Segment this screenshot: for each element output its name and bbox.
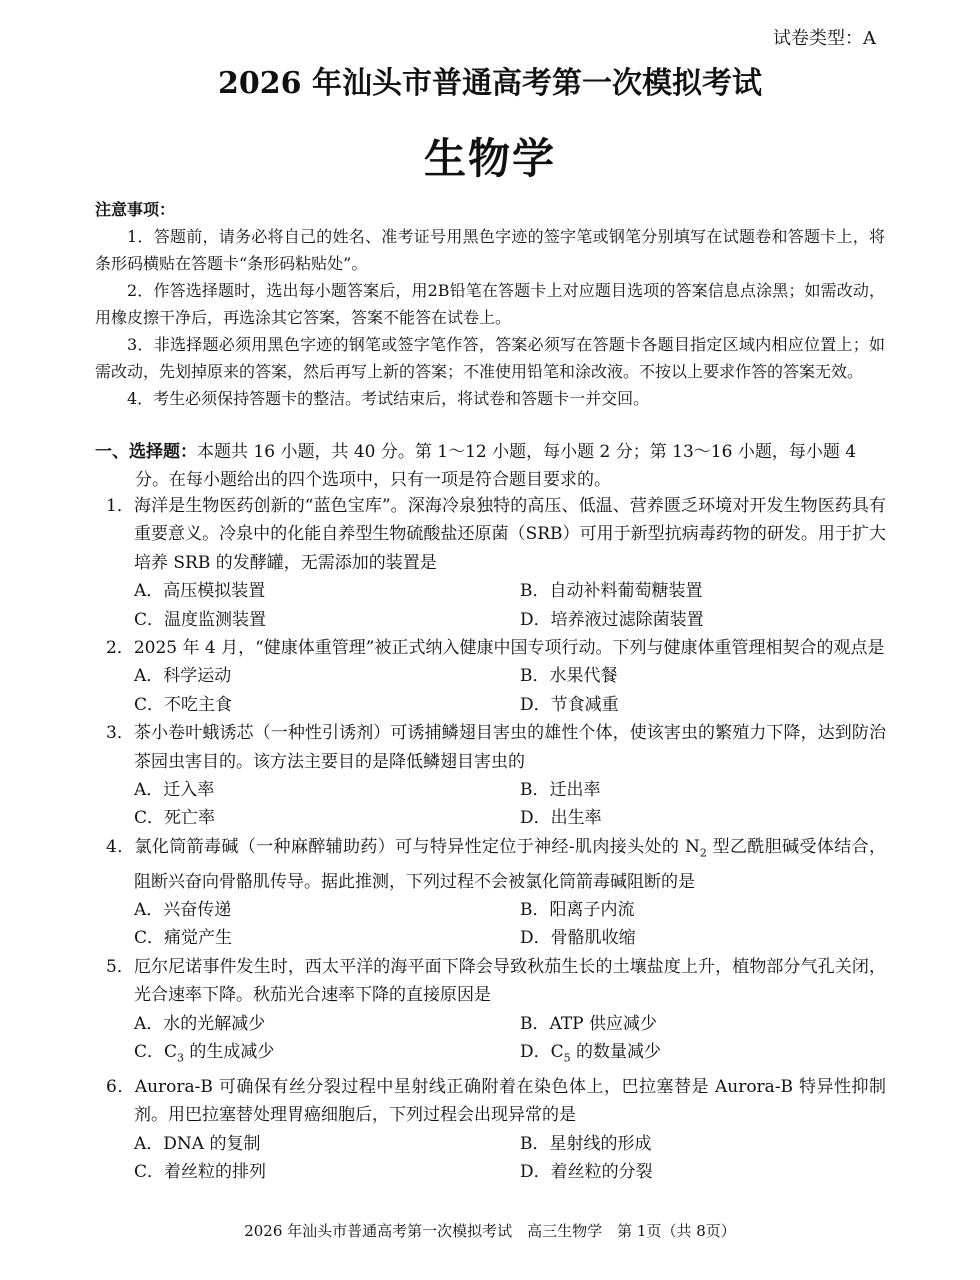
question-list (106, 492, 886, 1187)
question-2 (106, 634, 886, 719)
question-3 (106, 719, 886, 833)
stem-text: 4．氯化筒箭毒碱（一种麻醉辅助药）可与特异性定位于神经-肌肉接头处的 N (106, 836, 700, 857)
option-a: A．DNA 的复制 (134, 1133, 261, 1154)
option-c: C．温度监测装置 (134, 609, 267, 630)
option-d: D．培养液过滤除菌装置 (520, 609, 704, 630)
option-a: A．兴奋传递 (134, 900, 232, 921)
section-description: 本题共 16 小题，共 40 分。第 1～12 小题，每小题 2 分；第 13～16 小题，每小题 4 分。在每小题给出的四个选项中，只有一项是符合题目要求的。 (135, 442, 857, 490)
exam-title: 2026 年汕头市普通高考第一次模拟考试 (218, 66, 762, 101)
notice-item: 1．答题前，请务必将自己的姓名、准考证号用黑色字迹的签字笔或钢笔分别填写在试题卷和答题卡上，将条形码横贴在答题卡“条形码粘贴处”。 (95, 227, 885, 273)
paper-type-label: 试卷类型：A (773, 28, 876, 49)
option-a: A．科学运动 (134, 666, 232, 687)
question-stem: 2．2025 年 4 月，“健康体重管理”被正式纳入健康中国专项行动。下列与健康体重管理相契合的观点是 (106, 638, 885, 659)
option-c: C．不吃主食 (134, 694, 233, 715)
notice-block (95, 196, 885, 412)
question-stem: 5．厄尔尼诺事件发生时，西太平洋的海平面下降会导致秋茄生长的土壤盐度上升，植物部分气孔关闭，光合速率下降。秋茄光合速率下降的直接原因是 (106, 956, 886, 1006)
option-d: D．出生率 (520, 808, 602, 829)
option-d: D．节食减重 (520, 694, 619, 715)
question-stem: 1．海洋是生物医药创新的“蓝色宝库”。深海冷泉独特的高压、低温、营养匮乏环境对开发生物医药具有重要意义。冷泉中的化能自养型生物硫酸盐还原菌（SRB）可用于新型抗病毒药物的研发。用于扩大培养 SRB 的发酵罐，无需添加的装置是 (106, 496, 886, 573)
question-stem (106, 833, 886, 896)
question-stem: 6．Aurora-B 可确保有丝分裂过程中星射线正确附着在染色体上，巴拉塞替是 Aurora-B 特异性抑制剂。用巴拉塞替处理胃癌细胞后，下列过程会出现异常的是 (106, 1076, 886, 1126)
question-5 (106, 953, 886, 1073)
option-c: C．痛觉产生 (134, 928, 233, 949)
question-6 (106, 1073, 886, 1187)
notice-item: 4．考生必须保持答题卡的整洁。考试结束后，将试卷和答题卡一并交回。 (127, 389, 650, 408)
option-d: D．着丝粒的分裂 (520, 1162, 653, 1183)
option-a: A．高压模拟装置 (134, 581, 266, 602)
option-b: B．阳离子内流 (520, 900, 635, 921)
option-a: A．水的光解减少 (134, 1013, 266, 1034)
option-d: D．$C_5$ 的数量减少 (520, 1042, 662, 1065)
question-1 (106, 492, 886, 634)
option-b: B．星射线的形成 (520, 1133, 652, 1154)
page-footer: 2026 年汕头市普通高考第一次模拟考试 高三生物学 第 1页（共 8页） (244, 1222, 736, 1240)
option-c: C．$C_3$ 的生成减少 (134, 1042, 275, 1065)
notice-heading: 注意事项： (95, 200, 176, 219)
option-c: C．死亡率 (134, 808, 216, 829)
section-number: 一、 (95, 442, 129, 462)
subject-title: 生物学 (423, 134, 556, 183)
option-c: C．着丝粒的排列 (134, 1162, 267, 1183)
section-header (95, 438, 885, 494)
option-d: D．骨骼肌收缩 (520, 928, 636, 949)
question-stem: 3．茶小卷叶蛾诱芯（一种性引诱剂）可诱捕鳞翅目害虫的雄性个体，使该害虫的繁殖力下降，达到防治茶园虫害目的。该方法主要目的是降低鳞翅目害虫的 (106, 723, 886, 772)
subscript: 2 (699, 846, 707, 860)
option-b: B．水果代餐 (520, 666, 618, 687)
notice-item: 3．非选择题必须用黑色字迹的钢笔或签字笔作答，答案必须写在答题卡各题目指定区域内相应位置上；如需改动，先划掉原来的答案，然后再写上新的答案；不准使用铅笔和涂改液。不按以上要求作答的答案无效。 (95, 335, 885, 381)
stem-text: 型乙酰胆碱受体结合，阻断兴奋向骨骼肌传导。据此推测，下列过程不会被氯化筒箭毒碱阻断的是 (134, 836, 887, 892)
option-a: A．迁入率 (134, 780, 215, 801)
question-4 (106, 833, 886, 953)
option-b: B．迁出率 (520, 780, 601, 801)
notice-item: 2．作答选择题时，选出每小题答案后，用2B铅笔在答题卡上对应题目选项的答案信息点涂黑；如需改动，用橡皮擦干净后，再选涂其它答案，答案不能答在试卷上。 (95, 281, 885, 327)
section-title: 选择题： (129, 442, 197, 462)
option-b: B．自动补料葡萄糖装置 (520, 581, 703, 602)
option-b: B．ATP 供应减少 (520, 1013, 658, 1034)
